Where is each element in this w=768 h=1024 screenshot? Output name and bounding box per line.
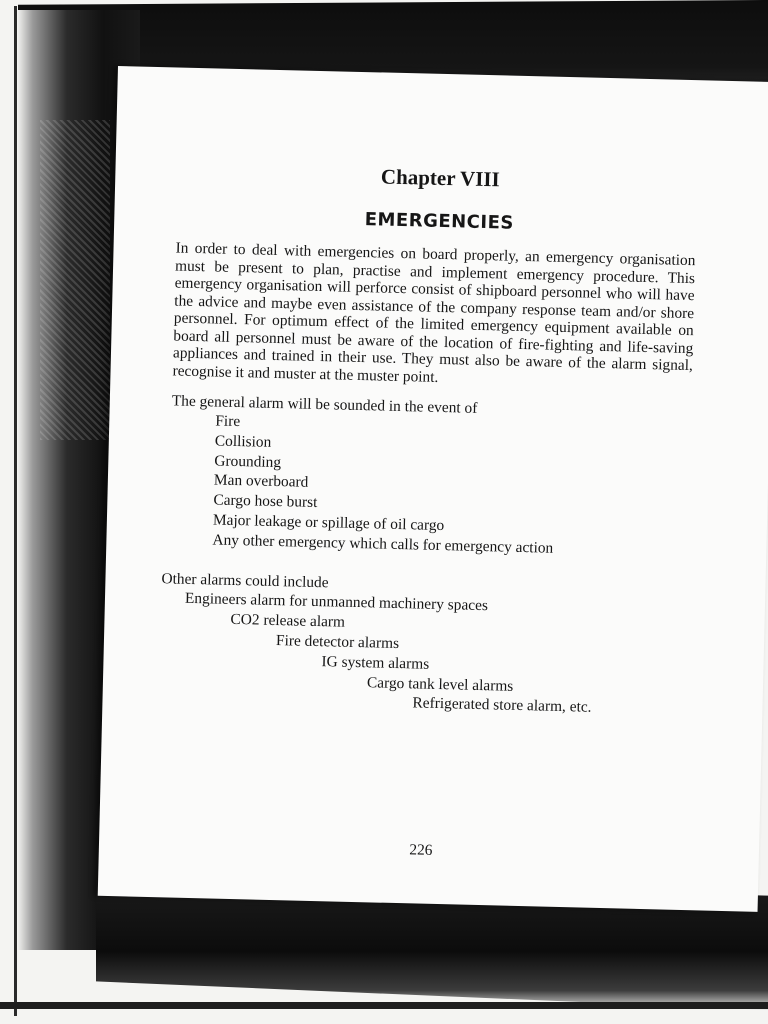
scan-bottom-rule — [0, 1002, 768, 1009]
list-item: Man overboard — [213, 471, 309, 492]
list-item: Collision — [214, 432, 272, 451]
general-alarm-intro: The general alarm will be sounded in the event of — [171, 392, 478, 417]
other-alarm-item: Fire detector alarms — [275, 632, 400, 653]
list-item: Cargo hose burst — [213, 491, 318, 512]
list-item: Any other emergency which calls for emergency action — [212, 531, 554, 557]
page-number: 226 — [409, 841, 433, 859]
list-item: Major leakage or spillage of oil cargo — [212, 511, 445, 535]
general-alarm-list — [168, 410, 691, 561]
other-alarm-item: Engineers alarm for unmanned machinery spaces — [184, 590, 489, 615]
chapter-title: EMERGENCIES — [364, 209, 515, 234]
scan-left-rule — [14, 6, 17, 1016]
list-item: Grounding — [214, 452, 282, 471]
other-alarm-item: Cargo tank level alarms — [366, 673, 514, 695]
other-alarm-item: Refrigerated store alarm, etc. — [412, 694, 592, 717]
page-content — [161, 159, 697, 859]
scan-noise — [40, 120, 110, 440]
other-alarms-intro: Other alarms could include — [161, 569, 329, 591]
other-alarm-item: IG system alarms — [321, 652, 430, 673]
chapter-heading: Chapter VIII — [380, 164, 501, 192]
intro-paragraph: In order to deal with emergencies on board properly, an emergency organisation must be present to plan, practise and implement emergency procedure. This emergency organisation will perforce consist of shipboard personnel who will have the advice and maybe even assistance of the company response team and/or shore personnel. For optimum effect of the limited emergency equipment available on board all personnel must be aware of the location of fire-fighting and life-saving appliances and trained in their use. They must also be aware of the alarm signal, recognise it and muster at the muster point. — [172, 239, 696, 386]
list-item: Fire — [215, 412, 241, 431]
other-alarm-item: CO2 release alarm — [230, 611, 346, 631]
book-page — [98, 66, 768, 912]
